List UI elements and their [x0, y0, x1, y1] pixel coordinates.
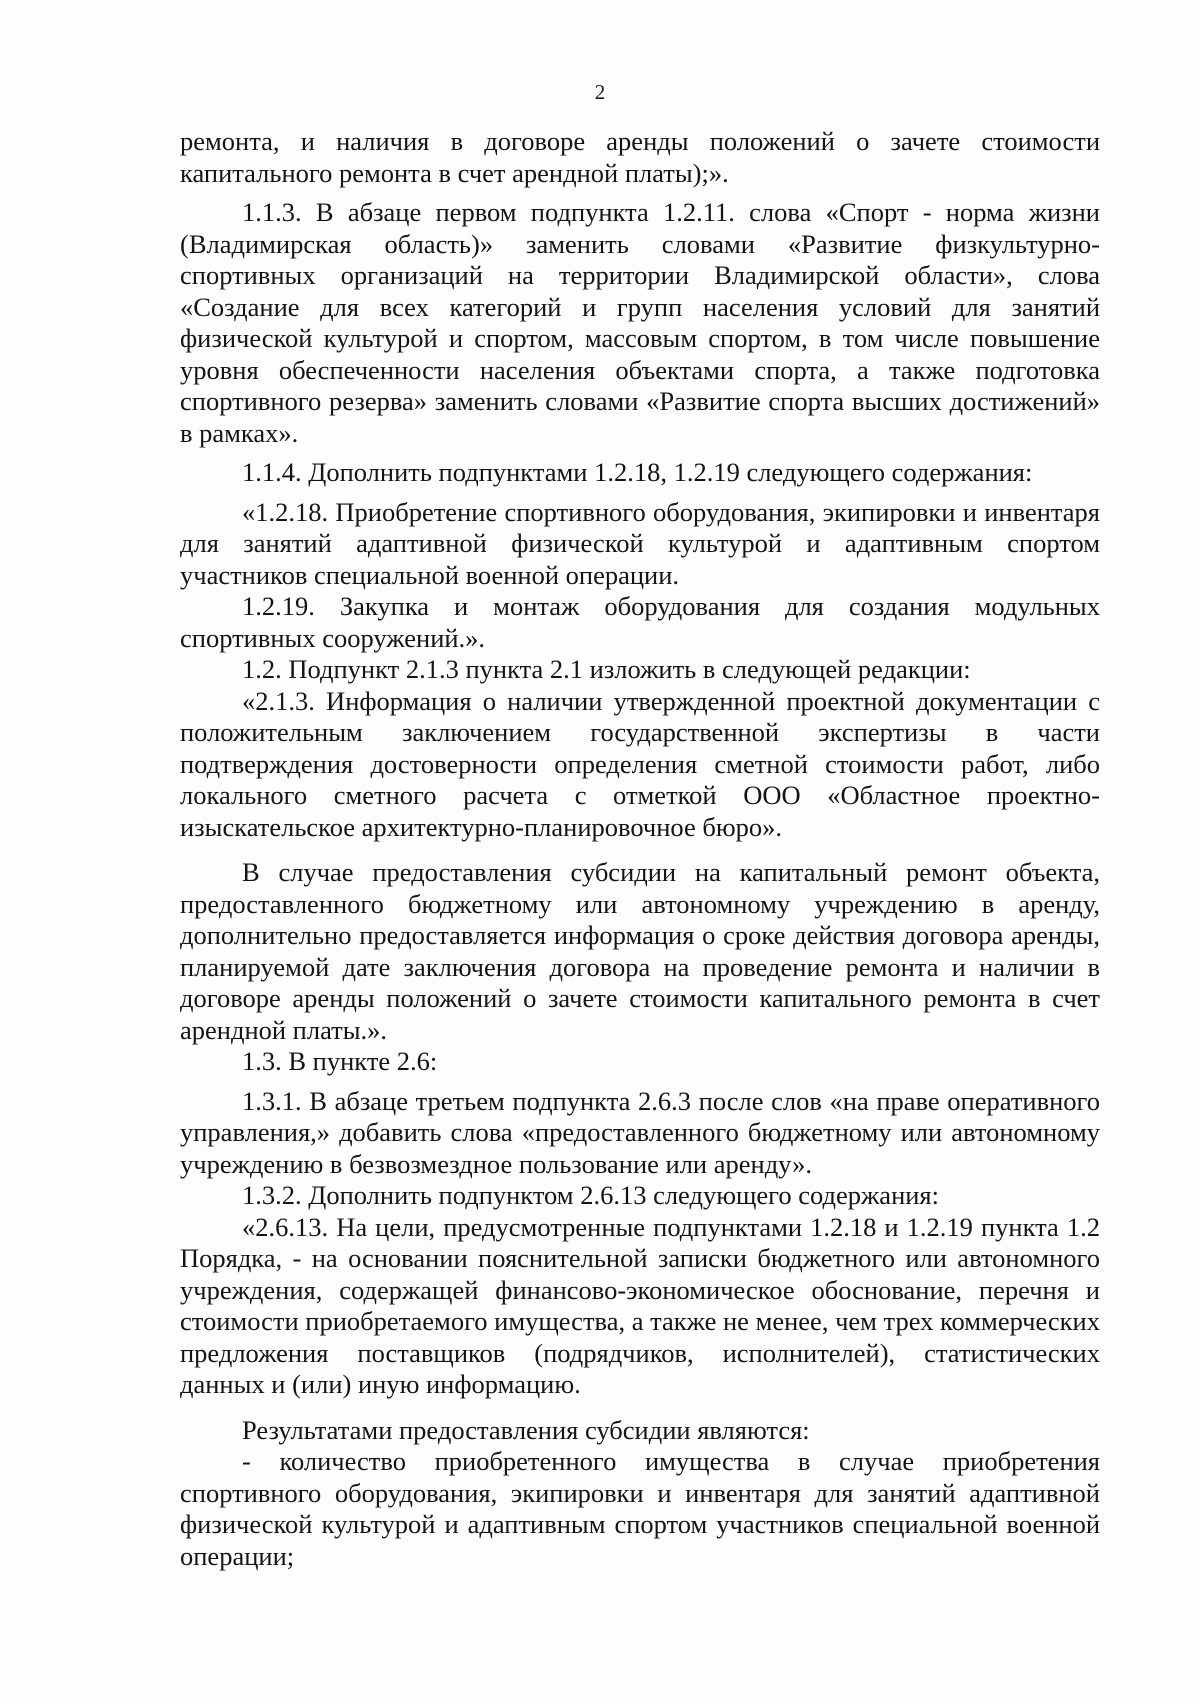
paragraph-2-1-3: «2.1.3. Информация о наличии утвержденной проектной документации с положительным заключением государственной экспертизы в части подтверждения достоверности определения сметной стоимости работ, либо локального сметного расчета с отметкой ООО «Областное проектно-изыскательское архитектурно-планировочное бюро». [180, 685, 1100, 842]
paragraph-1-2-19: 1.2.19. Закупка и монтаж оборудования для создания модульных спортивных сооружений.». [180, 591, 1100, 653]
paragraph-capital-repair: В случае предоставления субсидии на капитальный ремонт объекта, предоставленного бюджетному или автономному учреждению в аренду, дополнительно предоставляется информация о сроке действия договора аренды, планируемой дате заключения договора на проведение ремонта и наличии в договоре аренды положений о зачете стоимости капитального ремонта в счет арендной платы.». [180, 857, 1100, 1045]
paragraph-2-6-13: «2.6.13. На цели, предусмотренные подпунктами 1.2.18 и 1.2.19 пункта 1.2 Порядка, - на основании пояснительной записки бюджетного или автономного учреждения, содержащей финансово-экономическое обоснование, перечня и стоимости приобретаемого имущества, а также не менее, чем трех коммерческих предложения поставщиков (подрядчиков, исполнителей), статистических данных и (или) иную информацию. [180, 1211, 1100, 1399]
paragraph-1-1-3: 1.1.3. В абзаце первом подпункта 1.2.11. слова «Спорт - норма жизни (Владимирская область)» заменить словами «Развитие физкультурно-спортивных организаций на территории Владимирской области», слова «Создание для всех категорий и групп населения условий для занятий физической культурой и спортом, массовым спортом, в том числе повышение уровня обеспеченности населения объектами спорта, а также подготовка спортивного резерва» заменить словами «Развитие спорта высших достижений» в рамках». [180, 197, 1100, 448]
paragraph-1-3-2: 1.3.2. Дополнить подпунктом 2.6.13 следующего содержания: [242, 1180, 939, 1210]
paragraph-continuation: ремонта, и наличия в договоре аренды положений о зачете стоимости капитального ремонта в счет арендной платы);». [180, 126, 1100, 188]
paragraph-1-1-4: 1.1.4. Дополнить подпунктами 1.2.18, 1.2.19 следующего содержания: [242, 457, 1033, 487]
paragraph-results-item: - количество приобретенного имущества в случае приобретения спортивного оборудования, экипировки и инвентаря для занятий адаптивной физической культурой и адаптивным спортом участников специальной военной операции; [180, 1446, 1100, 1571]
paragraph-1-3: 1.3. В пункте 2.6: [242, 1046, 438, 1076]
paragraph-1-2: 1.2. Подпункт 2.1.3 пункта 2.1 изложить в следующей редакции: [242, 654, 971, 684]
document-body [180, 126, 1100, 1572]
paragraph-1-3-1: 1.3.1. В абзаце третьем подпункта 2.6.3 после слов «на праве оперативного управления,» добавить слова «предоставленного бюджетному или автономному учреждению в безвозмездное пользование или аренду». [180, 1085, 1100, 1179]
paragraph-results: Результатами предоставления субсидии являются: [242, 1414, 810, 1445]
page-number: 2 [594, 80, 606, 104]
paragraph-1-2-18: «1.2.18. Приобретение спортивного оборудования, экипировки и инвентаря для занятий адаптивной физической культурой и адаптивным спортом участников специальной военной операции. [180, 496, 1100, 590]
